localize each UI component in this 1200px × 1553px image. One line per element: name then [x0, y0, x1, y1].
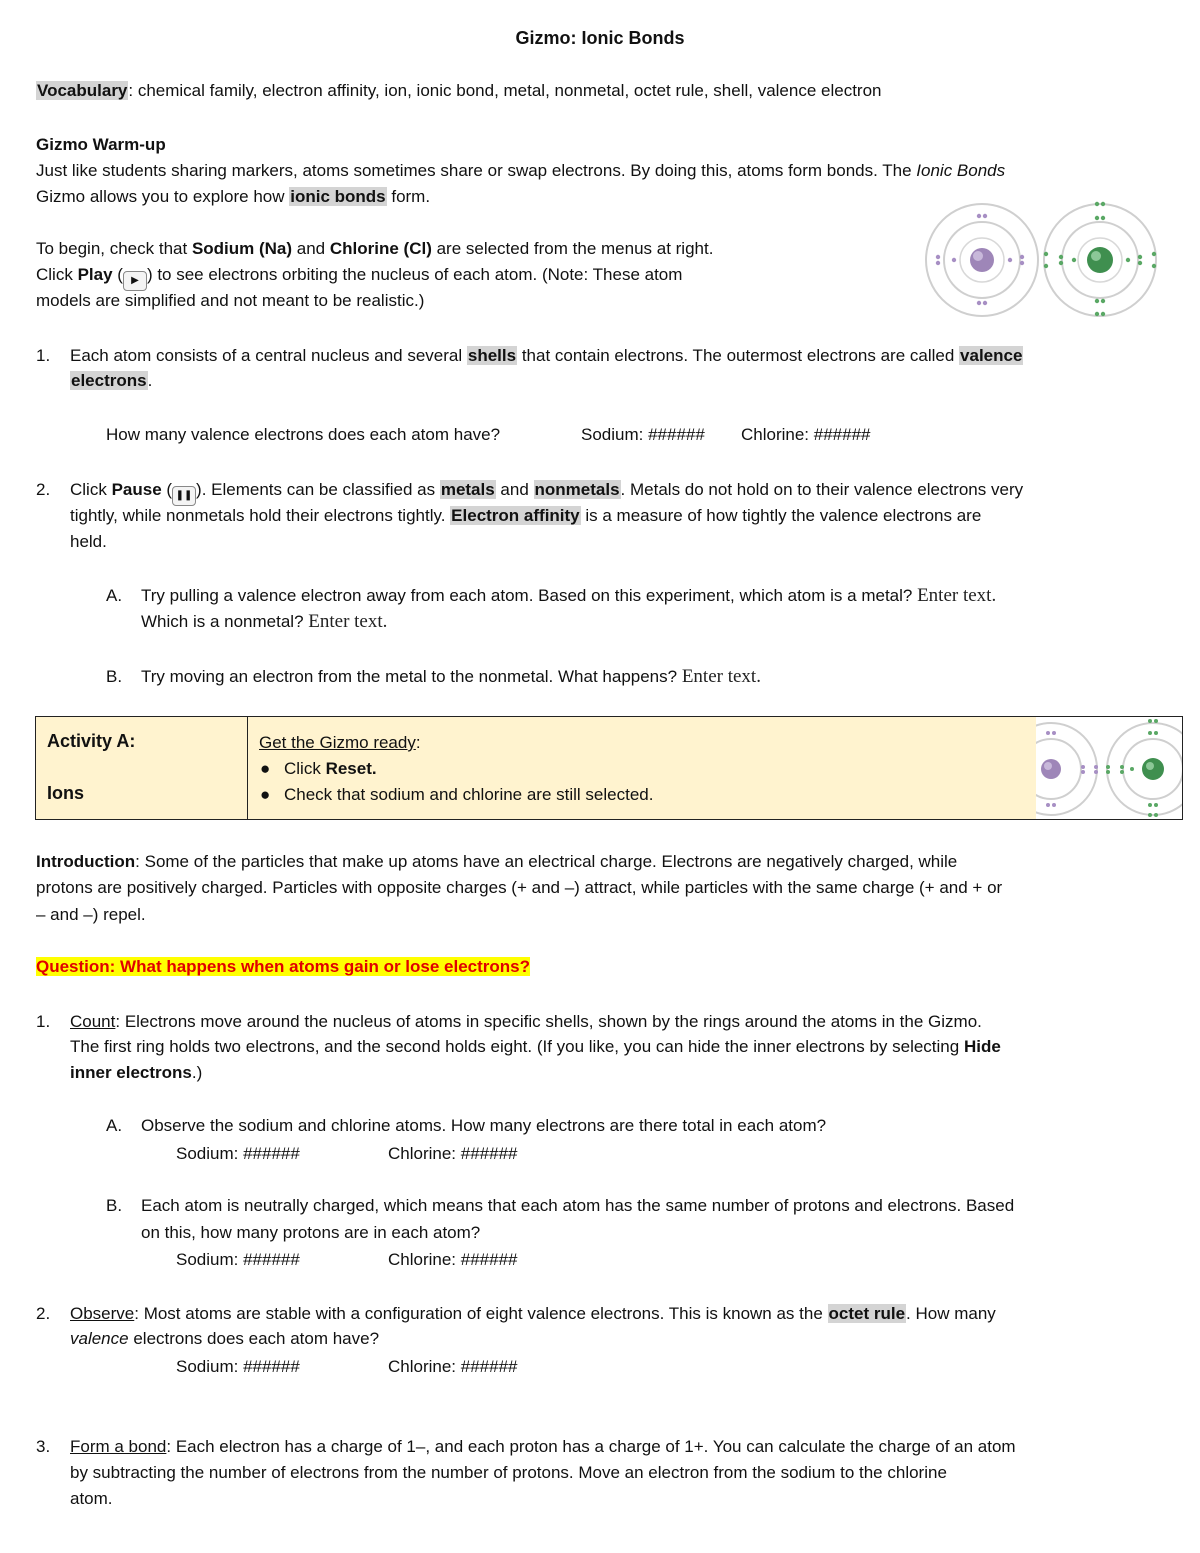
reset-label: Reset.: [325, 759, 377, 778]
gizmo-name: Ionic Bonds: [916, 161, 1006, 180]
text: : Some of the particles that make up atoms have an electrical charge. Electrons are negatively charged, while: [135, 852, 958, 871]
vocab-term: electrons: [71, 371, 147, 390]
vocabulary-terms: : chemical family, electron affinity, ion, ionic bond, metal, nonmetal, octet rule, shell, valence electron: [128, 81, 882, 100]
valence-prompt: How many valence electrons does each atom have?: [106, 425, 501, 444]
text: Sodium:: [581, 425, 649, 444]
question-1-line: [70, 370, 152, 392]
activity-q3-line: [70, 1436, 1016, 1458]
text: Chlorine:: [741, 425, 814, 444]
question-banner: [36, 956, 530, 978]
vocabulary-label: Vocabulary: [37, 81, 128, 100]
question-2-line: [70, 505, 981, 527]
nonmetal-answer-field[interactable]: Enter text.: [308, 611, 388, 632]
activity-q1-line: [70, 1011, 982, 1033]
inner-electrons-label: inner electrons: [70, 1063, 192, 1082]
text: and: [495, 480, 534, 499]
question-number: 1.: [36, 346, 51, 365]
count-label: Count: [70, 1012, 116, 1031]
text: .: [147, 371, 153, 390]
text: Try moving an electron from the metal to the nonmetal. What happens?: [141, 667, 682, 686]
question-number: 1.: [36, 1012, 51, 1031]
form-bond-label: Form a bond: [70, 1437, 167, 1456]
text: ) to see electrons orbiting the nucleus of each atom. (Note: These atom: [146, 265, 683, 284]
text: Try pulling a valence electron away from each atom. Based on this experiment, which atom is a metal?: [141, 586, 918, 605]
text: that contain electrons. The outermost electrons are called: [517, 346, 960, 365]
chlorine-atom-icon: [1044, 202, 1156, 316]
text: (: [161, 480, 173, 499]
vocab-term: octet rule: [828, 1304, 906, 1323]
warmup-instruction-line: [36, 238, 713, 260]
activity-q1-line: [70, 1036, 1001, 1058]
text: The first ring holds two electrons, and the second holds eight. (If you like, you can hide the inner electrons by selecting: [70, 1037, 964, 1056]
play-icon: ▶: [123, 271, 147, 291]
sub-question-letter: A.: [106, 586, 123, 605]
text: . How many: [906, 1304, 996, 1323]
gizmo-ready-heading: [259, 733, 421, 753]
atoms-illustration-small: [1036, 717, 1182, 818]
chlorine-valence-answer[interactable]: [741, 424, 871, 446]
activity-bullet: [260, 759, 377, 779]
bullet-icon: ●: [260, 759, 271, 778]
vocab-term: metals: [440, 480, 495, 499]
hide-label: Hide: [963, 1037, 1001, 1056]
answer-field[interactable]: ######: [813, 425, 871, 444]
text: Each atom consists of a central nucleus and several: [70, 346, 467, 365]
text: Check that sodium and chlorine are still selected.: [284, 785, 654, 804]
text: .): [191, 1063, 203, 1082]
sub-question-b-line: [141, 666, 761, 688]
intro-line: – and –) repel.: [36, 905, 146, 924]
question-text: Question: What happens when atoms gain or lose electrons?: [36, 957, 531, 976]
metal-answer-field[interactable]: Enter text.: [917, 585, 997, 606]
vocab-term: Electron affinity: [451, 506, 580, 525]
activity-a-label-cell: [36, 717, 248, 819]
text: Click: [36, 265, 78, 284]
chlorine-protons-answer[interactable]: Chlorine: ######: [388, 1250, 518, 1269]
warmup-paragraph-line: [36, 186, 430, 208]
text: : Most atoms are stable with a configuration of eight valence electrons. This is known as the: [134, 1304, 828, 1323]
question-number: 2.: [36, 480, 51, 499]
activity-a-box: [35, 716, 1183, 820]
activity-subtitle: Ions: [47, 783, 85, 803]
sub-question-letter: B.: [106, 1196, 123, 1215]
question-2-line: held.: [70, 532, 107, 551]
activity-bullet: [260, 785, 654, 805]
page-title: Gizmo: Ionic Bonds: [515, 28, 685, 48]
vocab-term: nonmetals: [534, 480, 620, 499]
question-number: 2.: [36, 1304, 51, 1323]
sodium-valence-answer[interactable]: [581, 424, 705, 446]
activity-title: Activity A:: [47, 731, 136, 751]
sodium-label: Sodium (Na): [191, 239, 293, 258]
text: are selected from the menus at right.: [431, 239, 714, 258]
activity-atoms-image: [1036, 717, 1182, 819]
intro-line: protons are positively charged. Particles with opposite charges (+ and –) attract, while particles with the same charge (+ and + or: [36, 878, 1003, 897]
sub-question-letter: B.: [106, 667, 123, 686]
sub-question-text: Each atom is neutrally charged, which means that each atom has the same number of protons and electrons. Based: [141, 1196, 1015, 1215]
pause-icon: ❚❚: [172, 486, 196, 506]
vocab-term: ionic bonds: [290, 187, 386, 206]
chlorine-label: Chlorine (Cl): [329, 239, 432, 258]
warmup-instruction-line: models are simplified and not meant to be realistic.): [36, 291, 425, 310]
text: (: [112, 265, 123, 284]
text: Just like students sharing markers, atoms sometimes share or swap electrons. By doing this, atoms form bonds. The: [36, 161, 917, 180]
play-label: Play: [77, 265, 113, 284]
text: To begin, check that: [36, 239, 192, 258]
vocabulary-line: [36, 80, 882, 102]
text: : Each electron has a charge of 1–, and each proton has a charge of 1+. You can calculate the charge of an atom: [166, 1437, 1016, 1456]
text: electrons does each atom have?: [128, 1329, 380, 1348]
vocab-term: valence: [960, 346, 1023, 365]
chlorine-atom-icon: [1106, 719, 1182, 817]
text: form.: [386, 187, 431, 206]
activity-q1-line: [70, 1062, 202, 1084]
text: Get the Gizmo ready: [259, 733, 416, 752]
sub-question-a-line: [141, 585, 996, 607]
vocab-term: shells: [467, 346, 517, 365]
answer-field[interactable]: ######: [648, 425, 705, 444]
text: Click: [70, 480, 112, 499]
chlorine-valence-answer[interactable]: Chlorine: ######: [388, 1357, 518, 1376]
warmup-heading: Gizmo Warm-up: [36, 135, 166, 154]
sub-question-a-line: [141, 611, 387, 633]
text: Which is a nonmetal?: [141, 612, 309, 631]
chlorine-electrons-answer[interactable]: Chlorine: ######: [388, 1144, 518, 1163]
activity-q2-line: [70, 1328, 379, 1350]
activity-q2-line: [70, 1303, 996, 1325]
sodium-atom-icon: [926, 204, 1038, 316]
intro-label: Introduction: [36, 852, 136, 871]
sodium-electrons-answer[interactable]: Sodium: ######: [176, 1144, 300, 1163]
text: valence: [70, 1329, 129, 1348]
text: : Electrons move around the nucleus of atoms in specific shells, shown by the rings around the atoms in the Gizmo.: [115, 1012, 982, 1031]
intro-line: [36, 851, 957, 873]
text: . Metals do not hold on to their valence electrons very: [620, 480, 1024, 499]
text: Gizmo allows you to explore how: [36, 187, 290, 206]
sub-question-text: Observe the sodium and chlorine atoms. How many electrons are there total in each atom?: [141, 1116, 827, 1135]
activity-q3-line: by subtracting the number of electrons from the number of protons. Move an electron from the sodium to the chlorine: [70, 1463, 947, 1482]
text: Click: [284, 759, 326, 778]
atoms-illustration: [924, 198, 1164, 318]
sub-question-text: on this, how many protons are in each atom?: [141, 1223, 481, 1242]
text: tightly, while nonmetals hold their electrons tightly.: [70, 506, 451, 525]
question-2-line: [70, 479, 1023, 506]
sodium-atom-icon: [1036, 723, 1098, 815]
electron-move-answer-field[interactable]: Enter text.: [681, 666, 761, 687]
warmup-instruction-line: [36, 264, 682, 291]
text: :: [415, 733, 421, 752]
text: and: [292, 239, 330, 258]
sodium-protons-answer[interactable]: Sodium: ######: [176, 1250, 300, 1269]
text: ). Elements can be classified as: [196, 480, 440, 499]
activity-q3-line: atom.: [70, 1489, 113, 1508]
observe-label: Observe: [70, 1304, 135, 1323]
sub-question-letter: A.: [106, 1116, 123, 1135]
warmup-paragraph-line: [36, 160, 1005, 182]
text: is a measure of how tightly the valence electrons are: [580, 506, 982, 525]
question-number: 3.: [36, 1437, 51, 1456]
bullet-icon: ●: [260, 785, 271, 804]
sodium-valence-answer[interactable]: Sodium: ######: [176, 1357, 300, 1376]
question-1-line: [70, 345, 1023, 367]
pause-label: Pause: [111, 480, 162, 499]
